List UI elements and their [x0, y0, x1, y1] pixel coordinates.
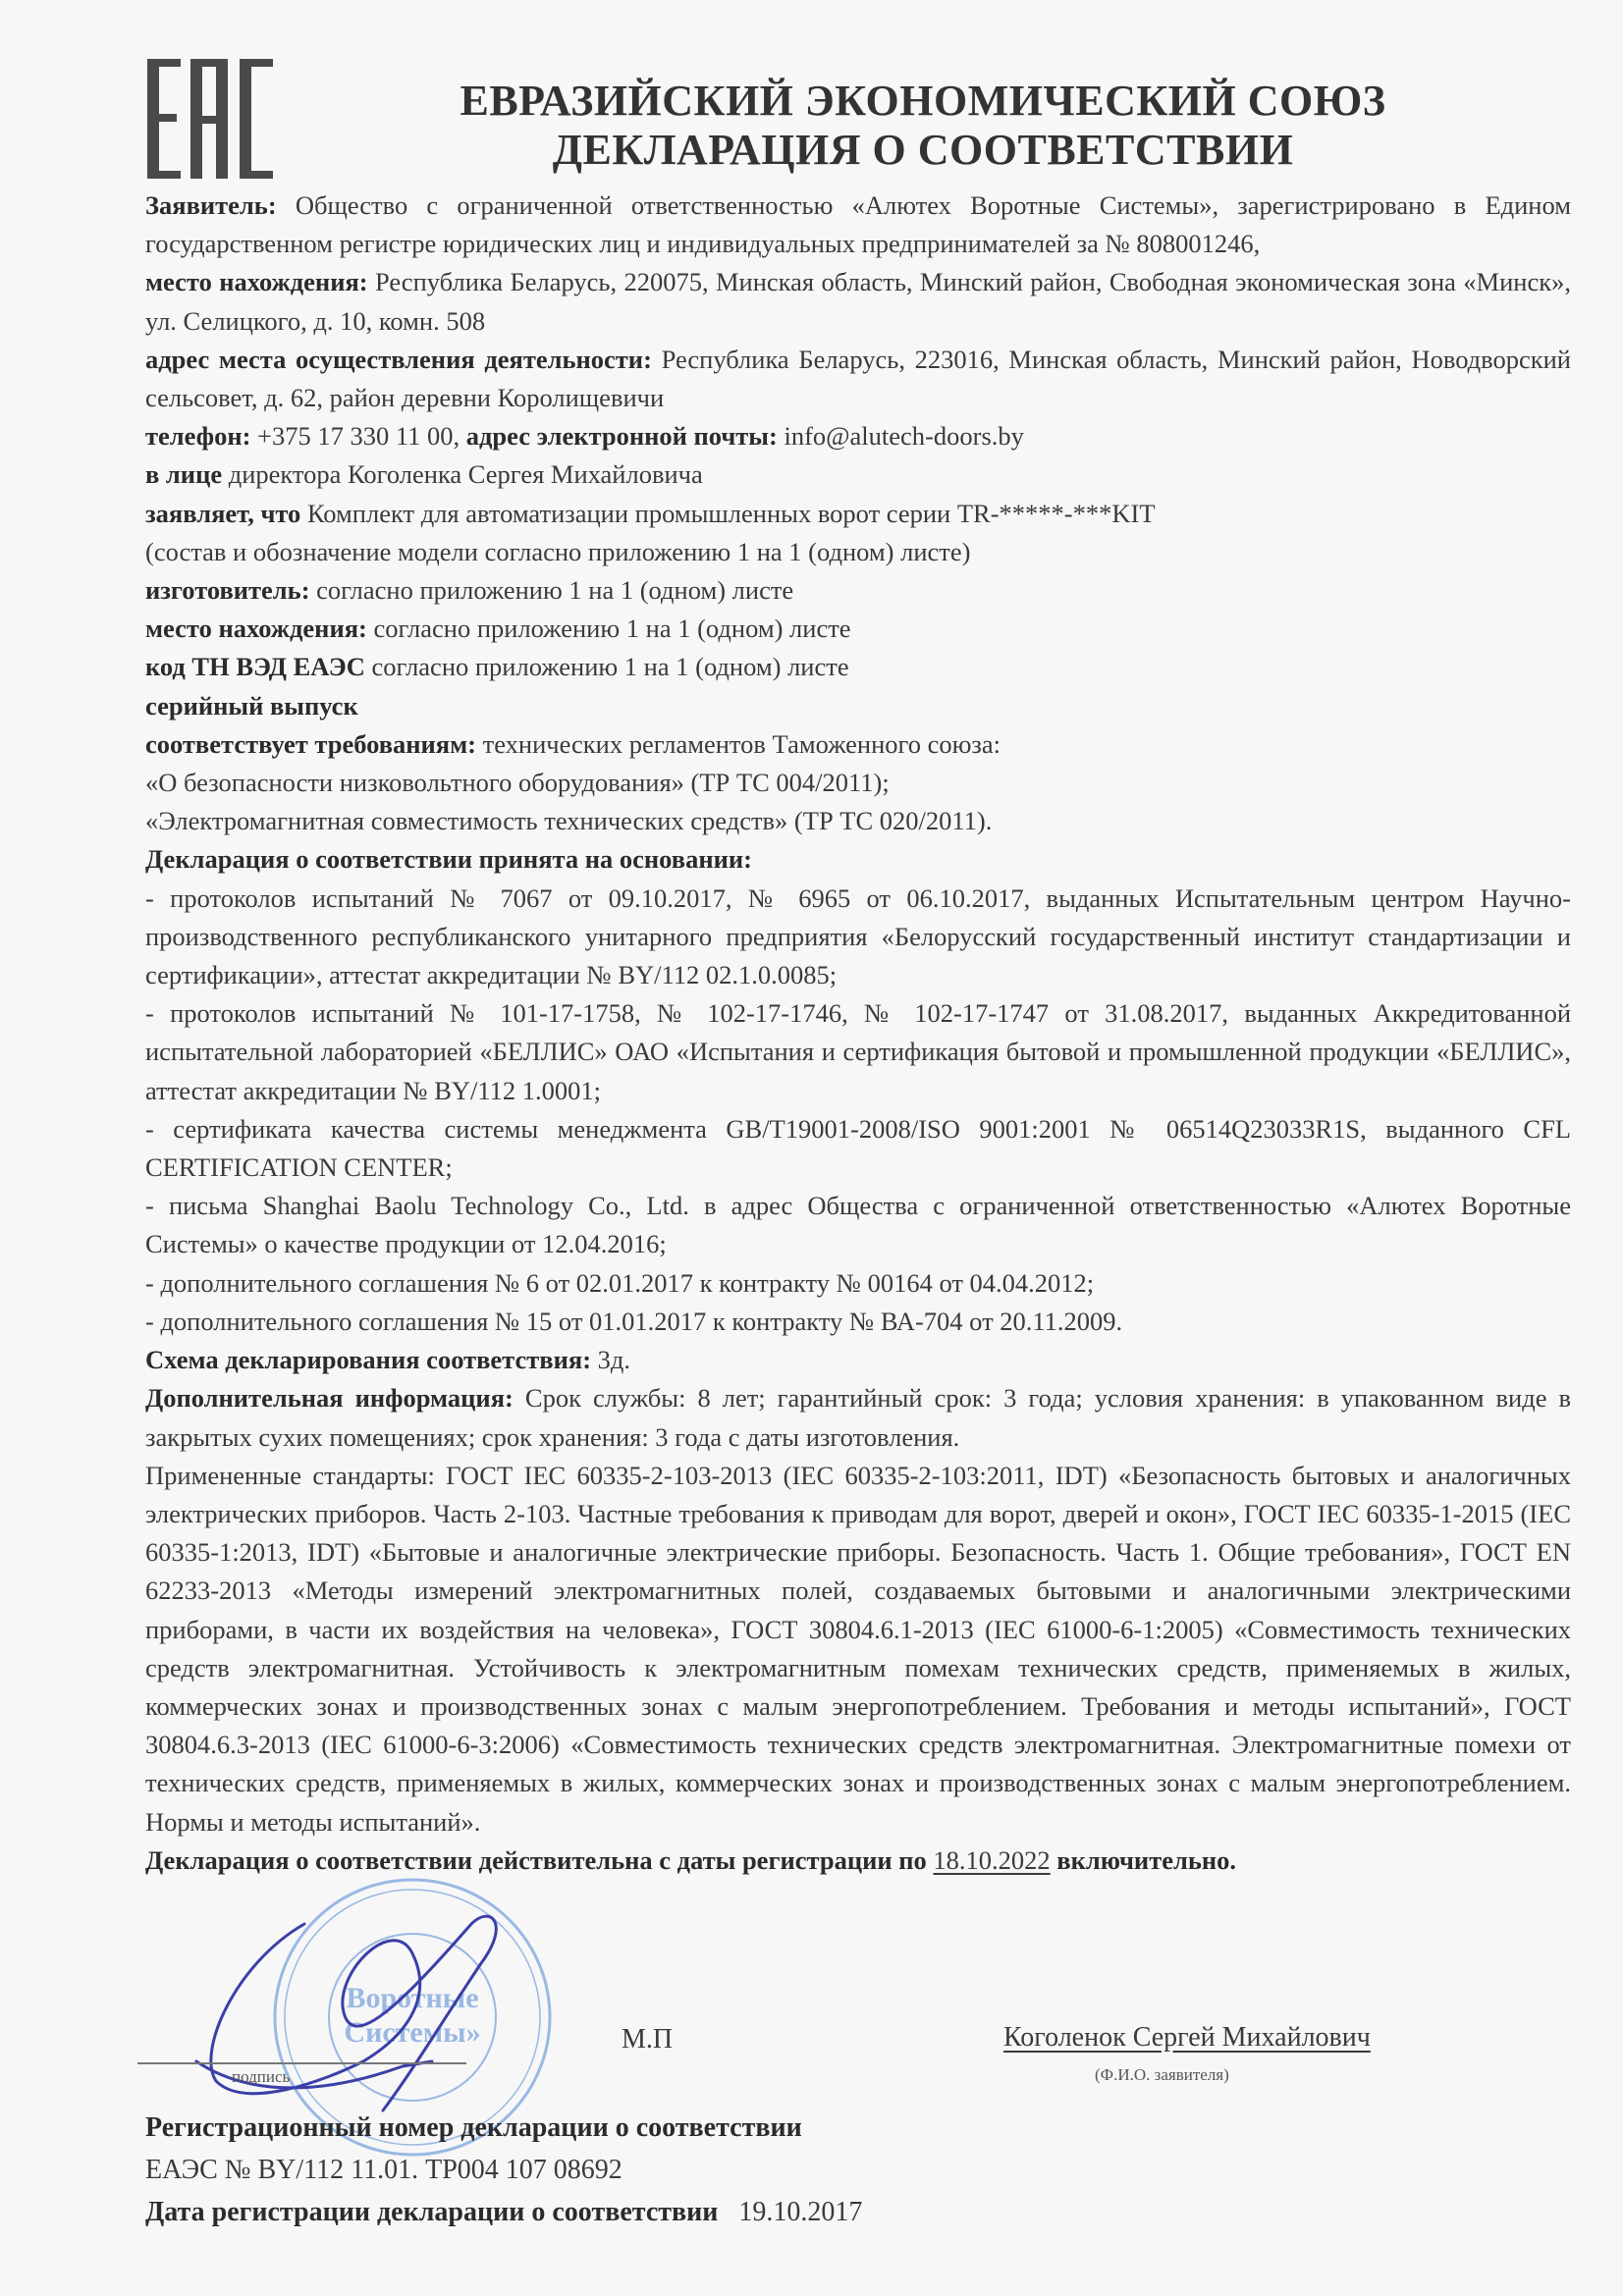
basis-heading — [145, 840, 1571, 879]
standards-paragraph: Примененные стандарты: ГОСТ IEC 60335-2-103-2013 (IEC 60335-2-103:2011, IDT) «Безопасность бытовых и аналогичных электрических приборов. Часть 2-103. Частные требования к приводам для ворот, дверей и окон», ГОСТ IEC 60335-1-2015 (IEC 60335-1:2013, IDT) «Бытовые и аналогичные электрические приборы. Безопасность. Часть 1. Общие требования», ГОСТ EN 62233-2013 «Методы измерений электромагнитных полей, создаваемых бытовыми и аналогичными электрическими приборами, в части их воздействия на человека», ГОСТ 30804.6.1-2013 (IEC 61000-6-1:2005) «Совместимость технических средств электромагнитная. Устойчивость к электромагнитным помехам технических средств, применяемых в жилых, коммерческих зонах и производственных зонах с малым энергопотреблением. Требования и методы испытаний», ГОСТ 30804.6.3-2013 (IEC 61000-6-3:2006) «Совместимость технических средств электромагнитная. Электромагнитные помехи от технических средств, применяемых в жилых, коммерческих зонах и производственных зонах с малым энергопотреблением. Нормы и методы испытаний». — [145, 1460, 1571, 1837]
scheme-label: Схема декларирования соответствия: — [145, 1345, 592, 1375]
declaration-body — [145, 187, 1571, 1880]
title-line-union: ЕВРАЗИЙСКИЙ ЭКОНОМИЧЕСКИЙ СОЮЗ — [460, 77, 1386, 125]
signature-line — [137, 2062, 466, 2064]
activity-text: Республика Беларусь, 223016, Минская область, Минский район, Новодворский сельсовет, д. 62, район деревни Королищевичи — [145, 344, 1571, 413]
basis-item: - протоколов испытаний № 101-17-1758, № 102-17-1746, № 102-17-1747 от 31.08.2017, выданных Аккредитованной испытательной лабораторией «БЕЛЛИС» ОАО «Испытания и сертификация бытовой и промышленной продукции «БЕЛЛИС», аттестат аккредитации № BY/112 1.0001; — [145, 998, 1571, 1105]
complies-paragraph — [145, 725, 1571, 764]
code-paragraph — [145, 648, 1571, 686]
email-value: info@alutech-doors.by — [777, 421, 1024, 452]
scheme-value: 3д. — [591, 1345, 631, 1375]
eac-logo — [147, 59, 273, 179]
basis-item: - протоколов испытаний № 7067 от 09.10.2017, № 6965 от 06.10.2017, выданных Испытательным центром Научно-производственного республиканского унитарного предприятия «Белорусский государственный институт стандартизации и сертификации», аттестат аккредитации № BY/112 02.1.0.0085; — [145, 882, 1571, 990]
validity-prefix: Декларация о соответствии действительна с даты регистрации по — [145, 1844, 934, 1875]
additional-paragraph — [145, 1379, 1571, 1456]
represented-text: директора Коголенка Сергея Михайловича — [222, 459, 703, 490]
location-label: место нахождения: — [145, 267, 368, 297]
declares-text: Комплект для автоматизации промышленных ворот серии TR-*****-***KIT — [300, 498, 1156, 528]
complies-label: соответствует требованиям: — [145, 728, 477, 759]
applicant-label: Заявитель: — [145, 190, 277, 220]
basis-heading-text: Декларация о соответствии принята на основании: — [145, 844, 752, 875]
basis-item: - дополнительного соглашения № 15 от 01.01.2017 к контракту № ВА-704 от 20.11.2009. — [145, 1306, 1123, 1336]
title-line-declaration: ДЕКЛАРАЦИЯ О СООТВЕТСТВИИ — [552, 126, 1294, 174]
regulation-item: «Электромагнитная совместимость технических средств» (ТР ТС 020/2011). — [145, 806, 993, 836]
signature-caption: подпись — [232, 2067, 291, 2086]
phone-value: +375 17 330 11 00, — [250, 421, 466, 452]
contacts-paragraph — [145, 417, 1571, 455]
seal-placeholder: М.П — [622, 2024, 674, 2055]
manufacturer-text: согласно приложению 1 на 1 (одном) листе — [309, 575, 794, 606]
registration-number-value: ЕАЭС № BY/112 11.01. ТР004 107 08692 — [145, 2155, 622, 2185]
validity-suffix: включительно. — [1050, 1844, 1237, 1875]
basis-item: - письма Shanghai Baolu Technology Co., Ltd. в адрес Общества с ограниченной ответственностью «Алютех Воротные Системы» о качестве продукции от 12.04.2016; — [145, 1191, 1571, 1259]
validity-date: 18.10.2022 — [933, 1844, 1051, 1875]
basis-item: - сертификата качества системы менеджмента GB/T19001-2008/ISO 9001:2001 № 06514Q23033R1S, выданного CFL CERTIFICATION CENTER; — [145, 1113, 1571, 1183]
basis-item: - дополнительного соглашения № 6 от 02.01.2017 к контракту № 00164 от 04.04.2012; — [145, 1267, 1095, 1298]
registration-date-row — [145, 2191, 862, 2233]
phone-label: телефон: — [145, 421, 251, 452]
represented-paragraph — [145, 455, 1571, 494]
email-label: адрес электронной почты: — [465, 421, 778, 452]
regulation-item: «О безопасности низковольтного оборудования» (ТР ТС 004/2011); — [145, 768, 890, 798]
code-text: согласно приложению 1 на 1 (одном) листе — [364, 652, 849, 682]
declares-note: (состав и обозначение модели согласно приложению 1 на 1 (одном) листе) — [145, 536, 971, 566]
serial-paragraph — [145, 687, 1571, 725]
applicant-text: Общество с ограниченной ответственностью «Алютех Воротные Системы», зарегистрировано в Едином государственном регистре юридических лиц и индивидуальных предпринимателей за № 808001246, — [145, 190, 1571, 259]
svg-text:Системы»: Системы» — [344, 2016, 481, 2049]
location-paragraph — [145, 263, 1571, 340]
applicant-paragraph — [145, 187, 1571, 263]
code-label: код ТН ВЭД ЕАЭС — [145, 652, 365, 682]
activity-label: адрес места осуществления деятельности: — [145, 344, 652, 374]
manufacturer-paragraph — [145, 571, 1571, 610]
mfr-location-label: место нахождения: — [145, 614, 367, 644]
activity-paragraph — [145, 341, 1571, 417]
manufacturer-label: изготовитель: — [145, 575, 310, 606]
mfr-location-text: согласно приложению 1 на 1 (одном) листе — [366, 614, 851, 644]
registration-number-label — [145, 2107, 862, 2149]
registration-date-value: 19.10.2017 — [738, 2197, 863, 2227]
declares-label: заявляет, что — [145, 498, 301, 528]
mfr-location-paragraph — [145, 610, 1571, 648]
complies-text: технических регламентов Таможенного союза: — [476, 728, 1001, 759]
registration-date-label: Дата регистрации декларации о соответствии — [145, 2197, 719, 2227]
additional-label: Дополнительная информация: — [145, 1383, 514, 1414]
serial-label: серийный выпуск — [145, 690, 358, 721]
applicant-name: Коголенок Сергей Михайлович — [1003, 2022, 1371, 2053]
applicant-name-caption: (Ф.И.О. заявителя) — [1095, 2065, 1229, 2084]
scheme-paragraph — [145, 1341, 1571, 1379]
location-text: Республика Беларусь, 220075, Минская область, Минский район, Свободная экономическая зона «Минск», ул. Селицкого, д. 10, комн. 508 — [145, 267, 1571, 336]
registration-number-label-text: Регистрационный номер декларации о соответствии — [145, 2112, 802, 2143]
svg-text:Воротные: Воротные — [346, 1982, 479, 2014]
document-title — [432, 77, 1414, 175]
represented-label: в лице — [145, 459, 223, 490]
declares-paragraph — [145, 495, 1571, 533]
registration-block — [145, 2107, 862, 2233]
additional-text: Срок службы: 8 лет; гарантийный срок: 3 года; условия хранения: в упакованном виде в закрытых сухих помещениях; срок хранения: 3 года с даты изготовления. — [145, 1383, 1571, 1452]
